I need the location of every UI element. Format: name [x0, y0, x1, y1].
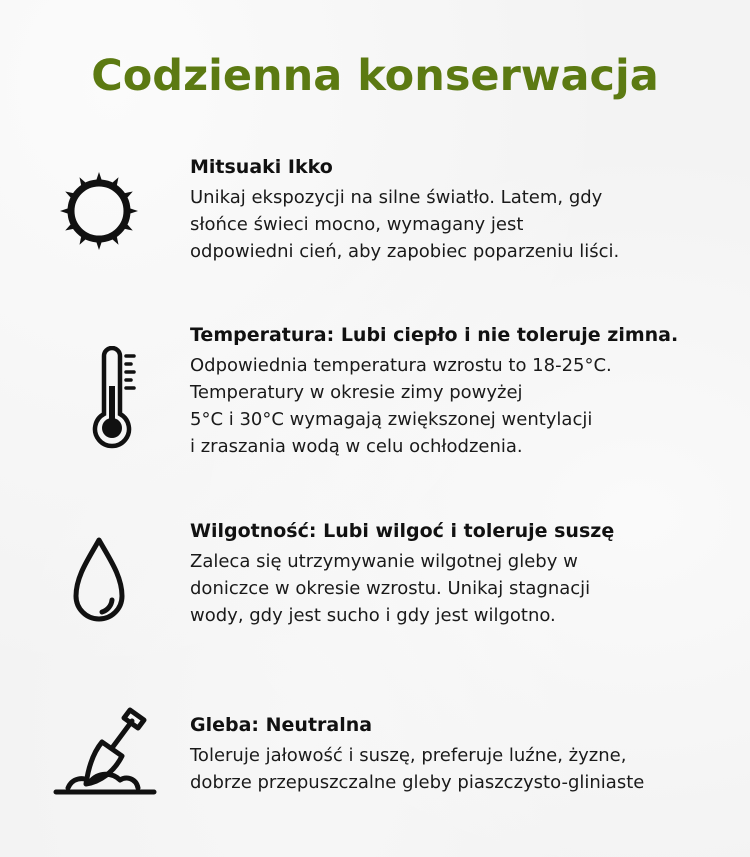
section-body: Odpowiednia temperatura wzrostu to 18-25°C. Temperatury w okresie zimy powyżej 5°C i 30°C wymagają zwiększonej wentylacji i zraszania wodą w celu ochłodzenia.: [190, 355, 612, 457]
shovel-soil-icon: [50, 696, 160, 806]
page-title: Codzienna konserwacja: [91, 51, 659, 101]
section-heading: Wilgotność: Lubi wilgoć i toleruje suszę: [190, 520, 615, 542]
thermometer-icon: [56, 346, 166, 456]
section-heading: Temperatura: Lubi ciepło i nie toleruje zimna.: [190, 324, 679, 346]
section-body: Toleruje jałowość i suszę, preferuje luźne, żyzne, dobrze przepuszczalne gleby piaszczysto-gliniaste: [190, 745, 645, 793]
section-heading: Gleba: Neutralna: [190, 714, 373, 736]
water-drop-icon: [44, 528, 154, 638]
section-heading: Mitsuaki Ikko: [190, 156, 333, 178]
section-body: Zaleca się utrzymywanie wilgotnej gleby w doniczce w okresie wzrostu. Unikaj stagnacji wody, gdy jest sucho i gdy jest wilgotno.: [190, 551, 591, 626]
sun-icon: [44, 156, 154, 266]
section-body: Unikaj ekspozycji na silne światło. Latem, gdy słońce świeci mocno, wymagany jest odpowiedni cień, aby zapobiec poparzeniu liści.: [190, 187, 620, 262]
